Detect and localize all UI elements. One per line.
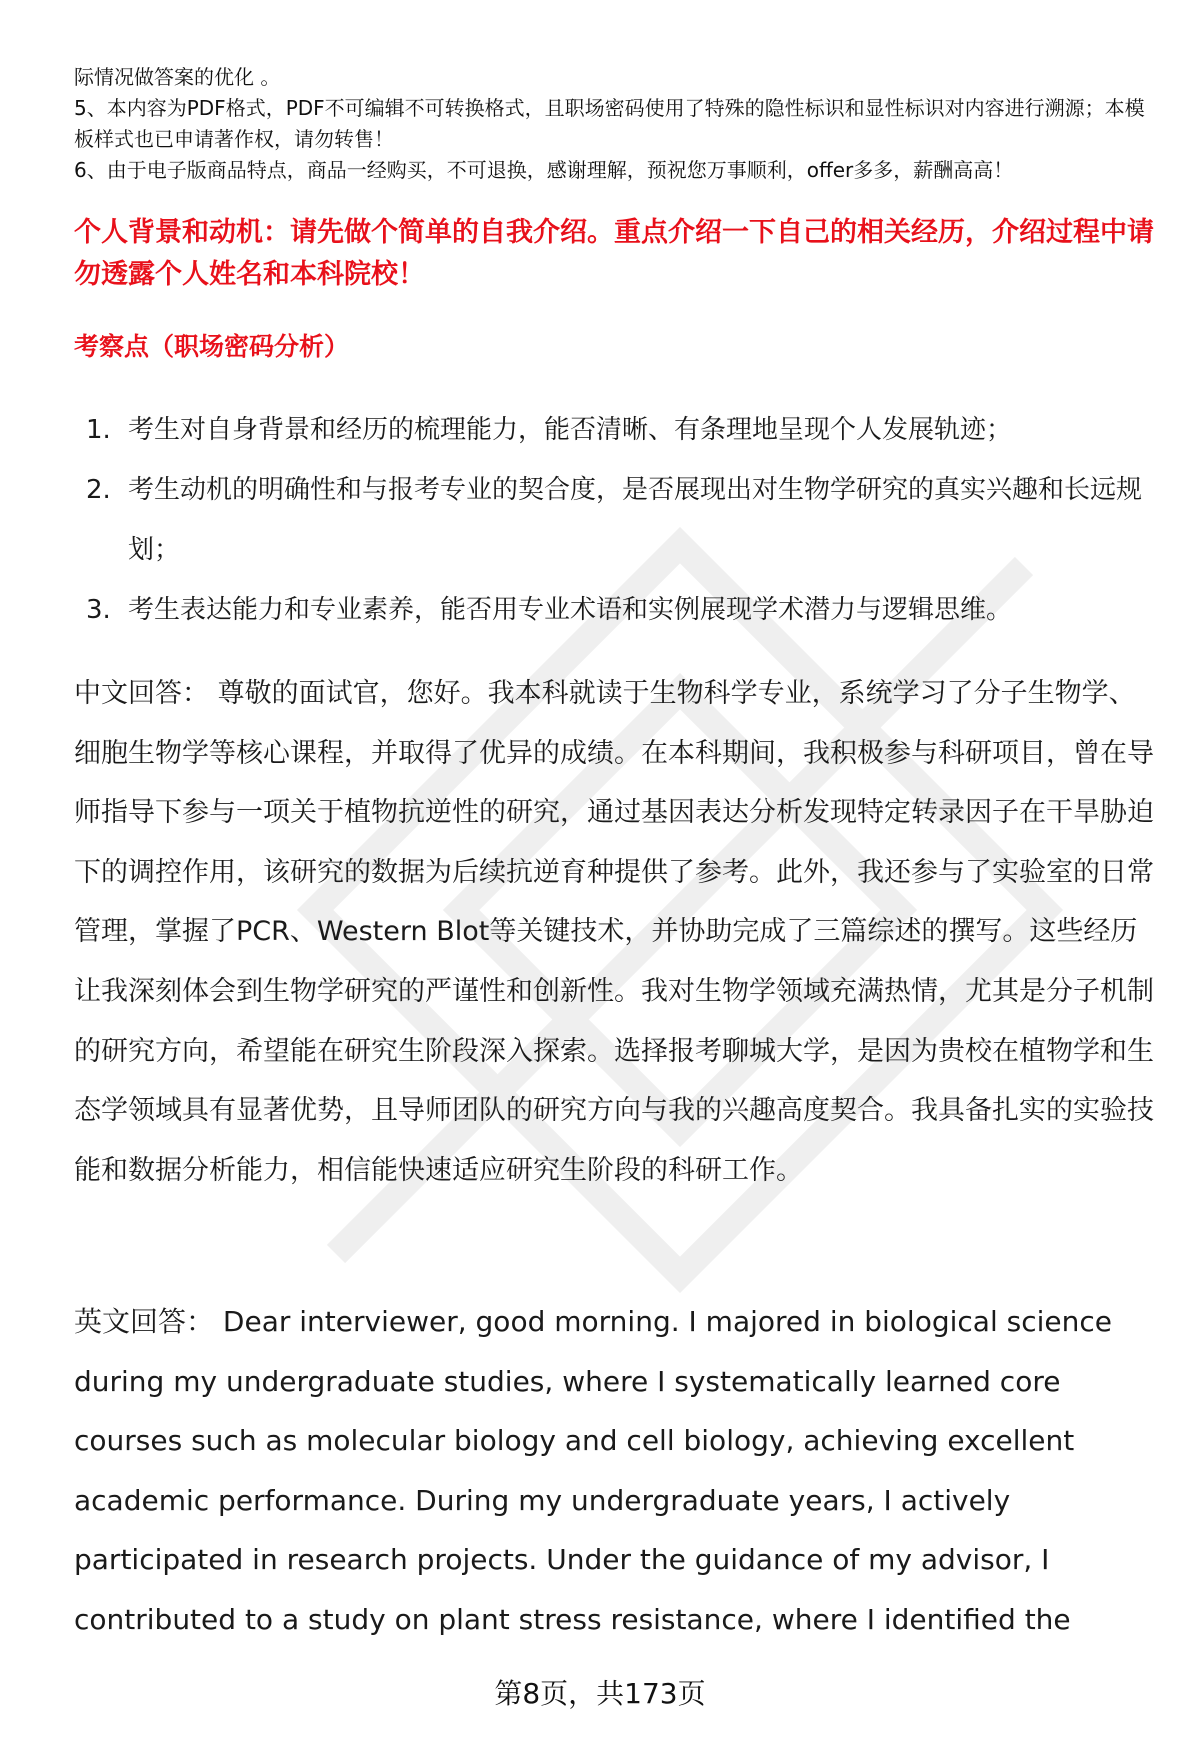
chinese-answer-label: 中文回答： — [74, 678, 209, 709]
assessment-heading: 考察点（职场密码分析） — [74, 332, 350, 361]
note-line: 5、本内容为PDF格式，PDF不可编辑不可转换格式，且职场密码使用了特殊的隐性标识和显性标识对内容进行溯源；本模板样式也已申请著作权，请勿转售！ — [74, 96, 1145, 151]
list-number: 2. — [86, 475, 111, 505]
list-text: 考生表达能力和专业素养，能否用专业术语和实例展现学术潜力与逻辑思维。 — [128, 595, 1013, 625]
english-answer-text: Dear interviewer, good morning. I majored in biological science during my undergraduate studies, where I systematically learned core courses such as molecular biology and cell biology, achieving excellent academic performance. During my undergraduate years, I actively participated in research projects. Under the guidance of my advisor, I contributed to a study on plant stress resistance, where I identified the — [74, 1305, 1112, 1636]
list-number: 3. — [86, 595, 111, 625]
list-text: 考生对自身背景和经历的梳理能力，能否清晰、有条理地呈现个人发展轨迹； — [128, 415, 1013, 445]
list-number: 1. — [86, 415, 111, 445]
note-line: 际情况做答案的优化 。 — [74, 65, 281, 89]
assessment-points — [74, 400, 1154, 640]
notes-section — [74, 62, 1154, 186]
question-title: 个人背景和动机：请先做个简单的自我介绍。重点介绍一下自己的相关经历，介绍过程中请勿透露个人姓名和本科院校！ — [74, 217, 1154, 290]
english-answer-label: 英文回答： — [74, 1305, 215, 1338]
list-item — [74, 400, 1154, 460]
english-answer — [74, 1292, 1160, 1650]
note-line: 6、由于电子版商品特点，商品一经购买，不可退换，感谢理解，预祝您万事顺利，offer多多，薪酬高高！ — [74, 158, 1014, 182]
list-text: 考生动机的明确性和与报考专业的契合度，是否展现出对生物学研究的真实兴趣和长远规划； — [128, 475, 1143, 565]
page-number: 第8页，共173页 — [494, 1677, 706, 1710]
chinese-answer — [74, 664, 1160, 1200]
list-item — [74, 460, 1154, 580]
list-item — [74, 580, 1154, 640]
chinese-answer-text: 尊敬的面试官，您好。我本科就读于生物科学专业，系统学习了分子生物学、细胞生物学等核心课程，并取得了优异的成绩。在本科期间，我积极参与科研项目，曾在导师指导下参与一项关于植物抗逆性的研究，通过基因表达分析发现特定转录因子在干旱胁迫下的调控作用，该研究的数据为后续抗逆育种提供了参考。此外，我还参与了实验室的日常管理，掌握了PCR、Western Blot等关键技术，并协助完成了三篇综述的撰写。这些经历让我深刻体会到生物学研究的严谨性和创新性。我对生物学领域充满热情，尤其是分子机制的研究方向，希望能在研究生阶段深入探索。选择报考聊城大学，是因为贵校在植物学和生态学领域具有显著优势，且导师团队的研究方向与我的兴趣高度契合。我具备扎实的实验技能和数据分析能力，相信能快速适应研究生阶段的科研工作。 — [74, 678, 1154, 1186]
